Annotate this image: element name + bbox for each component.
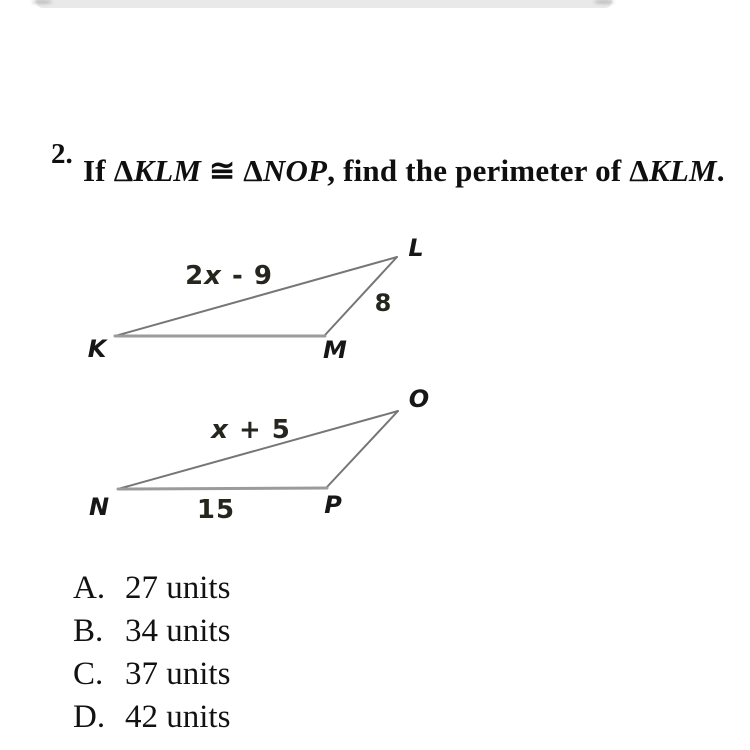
side-label-lm: 8 — [374, 289, 392, 317]
question-number: 2. — [51, 138, 73, 170]
vertex-label-l: L — [408, 234, 424, 262]
choice-letter-c: C. — [73, 656, 104, 692]
choice-row-b — [73, 612, 473, 652]
side-label-np: 15 — [196, 495, 236, 525]
question-segment-triangle-nop: NOP — [262, 153, 328, 188]
choice-text-c: 37 units — [125, 656, 231, 692]
side-label-kl-constant: - 9 — [221, 261, 273, 291]
question-segment-period: . — [716, 153, 725, 188]
triangle-nop-side-np — [118, 488, 327, 489]
vertex-label-n: N — [88, 493, 110, 521]
question-segment-triangle-klm2: KLM — [648, 153, 717, 188]
choice-text-b: 34 units — [125, 613, 231, 649]
choice-letter-b: B. — [73, 613, 104, 649]
side-label-kl — [185, 261, 273, 291]
side-label-kl-coefficient: 2 — [185, 261, 205, 291]
vertex-label-o: O — [408, 385, 430, 413]
question-segment: If Δ — [83, 153, 134, 188]
side-label-no-constant: + 5 — [228, 415, 291, 445]
choice-text-a: 27 units — [125, 570, 231, 606]
choice-text-d: 42 units — [125, 699, 231, 735]
side-label-kl-variable: x — [204, 261, 222, 291]
question-segment: , find the perimeter of Δ — [327, 153, 649, 188]
triangle-nop-side-op — [327, 411, 398, 487]
side-label-no-variable: x — [211, 415, 229, 445]
vertex-label-k: K — [87, 335, 107, 363]
vertex-label-m: M — [323, 336, 347, 364]
choice-letter-d: D. — [73, 699, 106, 735]
vertex-label-p: P — [324, 491, 342, 519]
question-segment-congruent: ≅ Δ — [201, 153, 263, 188]
choice-row-c — [73, 655, 473, 695]
choice-row-a — [73, 569, 473, 609]
side-label-no — [211, 415, 291, 445]
choice-row-d — [73, 698, 473, 738]
choice-letter-a: A. — [73, 570, 106, 606]
question-segment-triangle-klm: KLM — [133, 153, 202, 188]
